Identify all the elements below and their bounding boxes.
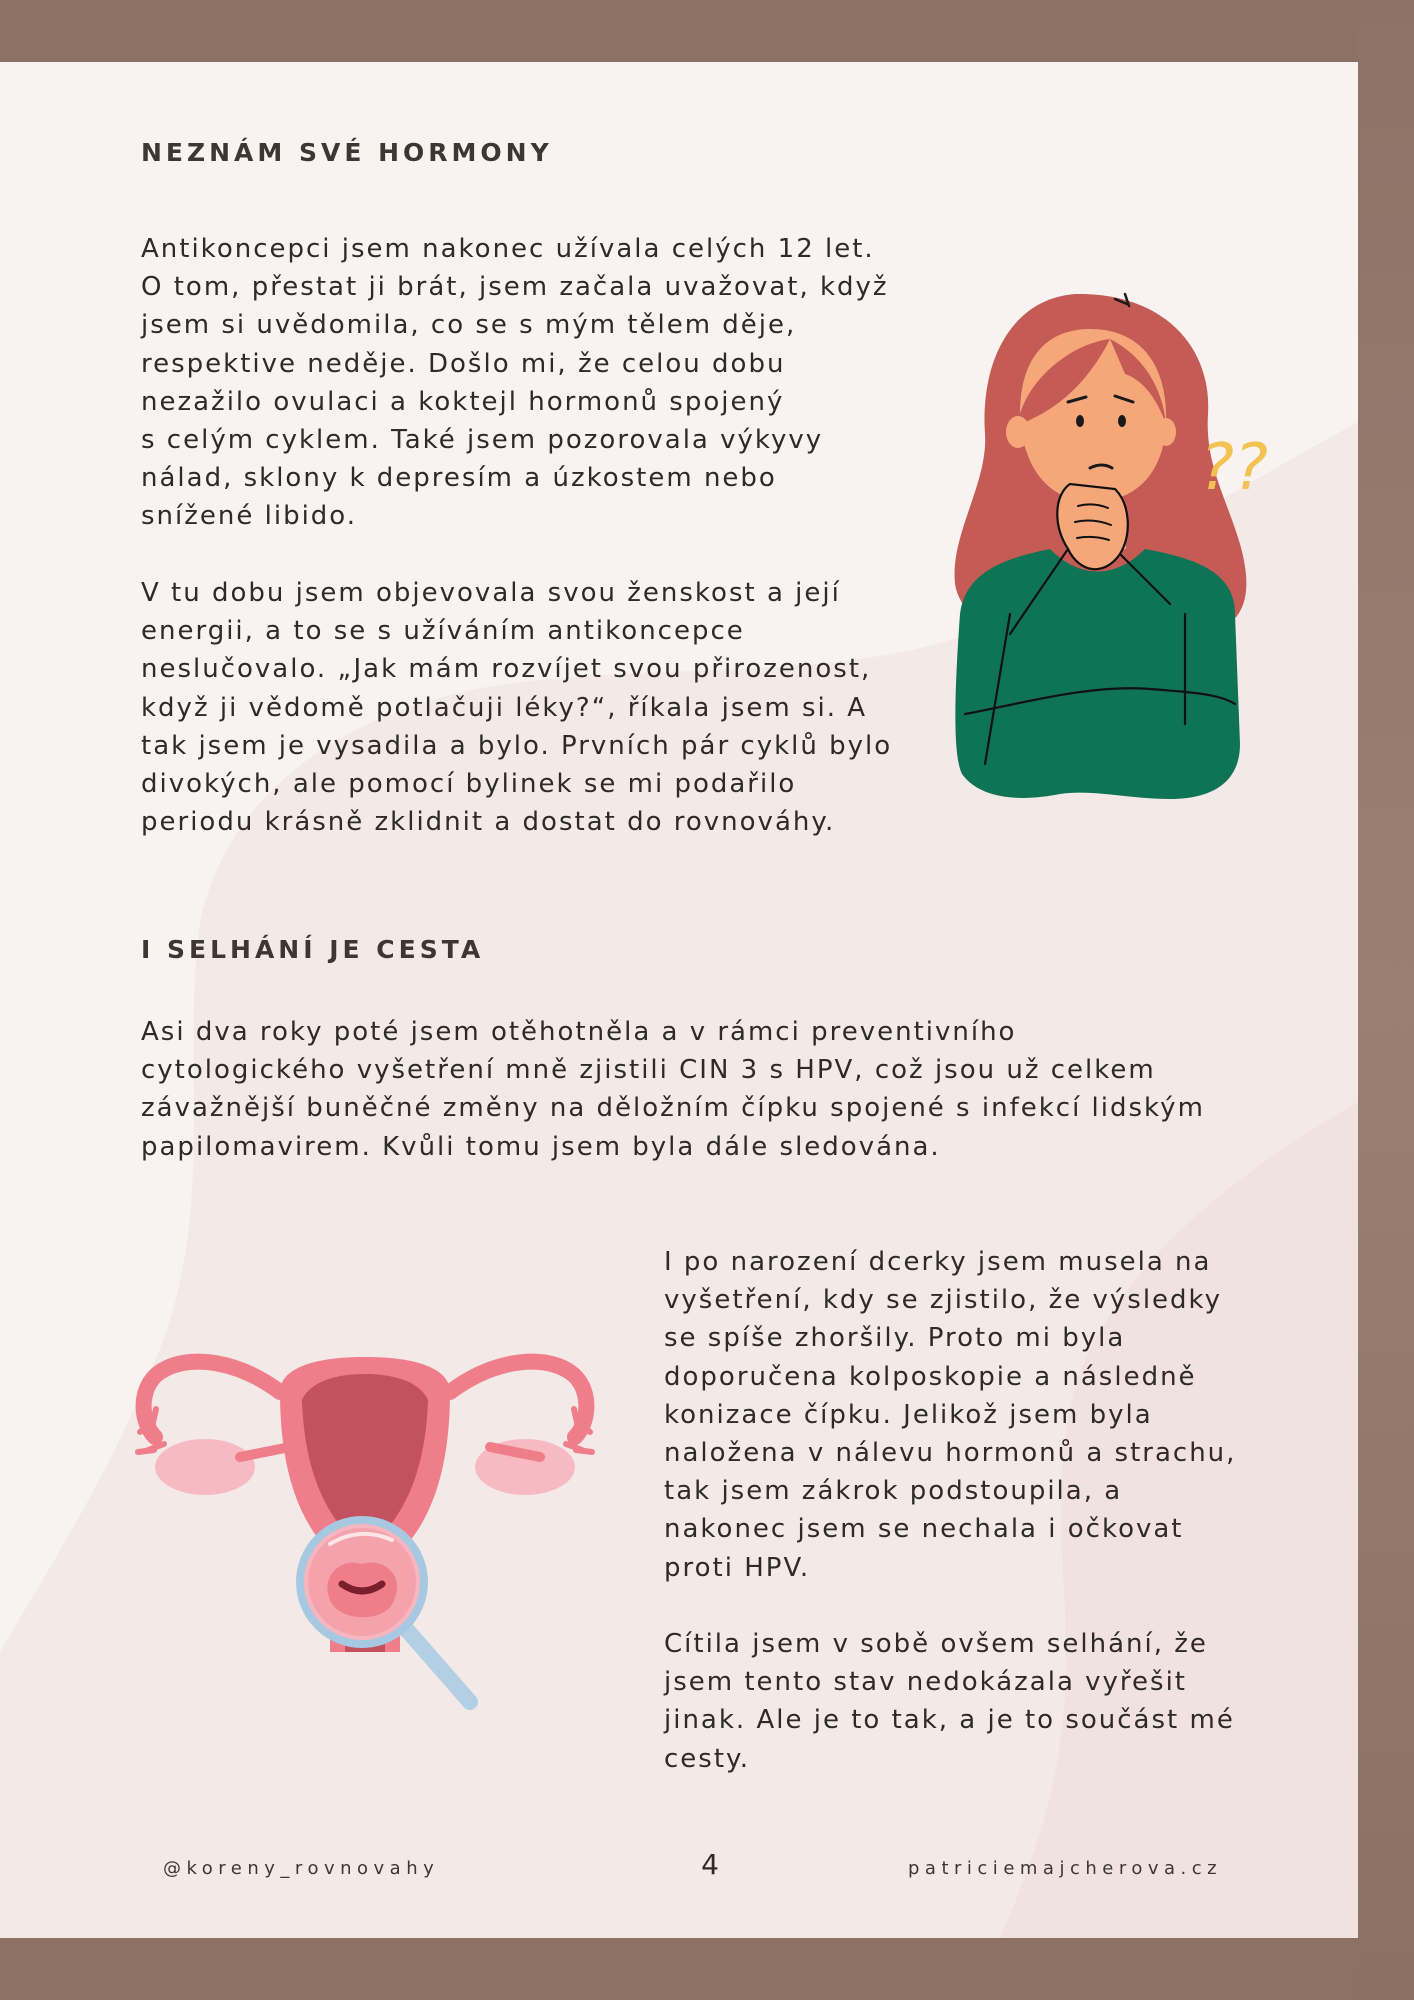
page-frame-right: [1358, 0, 1414, 2000]
ear-right: [1156, 418, 1176, 446]
ear-left: [1006, 416, 1030, 448]
uterus-magnifier-illustration: [130, 1332, 600, 1772]
footer-website: patriciemajcherova.cz: [908, 1858, 1223, 1879]
sweater-shape: [955, 549, 1240, 799]
paragraph-femininity: V tu dobu jsem objevovala svou ženskost a její energii, a to se s užíváním antikoncepce neslučovalo. „Jak mám rozvíjet svou přirozenost, když ji vědomě potlačuji léky?“, říkala jsem si. A tak jsem je vysadila a bylo. Prvních pár cyklů bylo divokých, ale pomocí bylinek se mi podařilo periodu krásně zklidnit a dostat do rovnováhy.: [141, 578, 893, 838]
thinking-woman-illustration: [940, 284, 1280, 814]
paragraph-contraception: Antikoncepci jsem nakonec užívala celých 12 let. O tom, přestat ji brát, jsem začala uvažovat, když jsem si uvědomila, co se s mým tělem děje, respektive neděje. Došlo mi, že celou dobu nezažilo ovulaci a koktejl hormonů spojený s celým cyklem. Také jsem pozorovala výkyvy nálad, sklony k depresím a úzkostem nebo snížené libido.: [141, 234, 889, 532]
paragraph-conization: I po narození dcerky jsem musela na vyšetření, kdy se zjistilo, že výsledky se spíše zhoršily. Proto mi byla doporučena kolposkopie a následně konizace čípku. Jelikož jsem byla naložena v nálevu hormonů a strachu, tak jsem zákrok podstoupila, a nakonec jsem se nechala i očkovat proti HPV.: [664, 1247, 1237, 1583]
document-page: [0, 62, 1358, 1938]
paragraph-failure-feeling: Cítila jsem v sobě ovšem selhání, že jsem tento stav nedokázala vyřešit jinak. Ale je to tak, a je to součást mé cesty.: [664, 1629, 1235, 1774]
eye-left: [1076, 415, 1084, 427]
page-number: 4: [701, 1848, 719, 1881]
footer-instagram-handle: @koreny_rovnovahy: [163, 1858, 440, 1879]
heading-failure: I SELHÁNÍ JE CESTA: [141, 935, 485, 964]
fallopian-tube-right: [450, 1362, 586, 1437]
question-marks-icon: ??: [1200, 431, 1268, 505]
magnifier-handle: [400, 1622, 470, 1702]
ovary-left: [155, 1439, 255, 1495]
heading-hormones: NEZNÁM SVÉ HORMONY: [141, 138, 553, 167]
paragraph-pregnancy: Asi dva roky poté jsem otěhotněla a v rámci preventivního cytologického vyšetření mně zjistili CIN 3 s HPV, což jsou už celkem závažnější buněčné změny na děložním čípku spojené s infekcí lidským papilomavirem. Kvůli tomu jsem byla dále sledována.: [141, 1017, 1205, 1162]
fallopian-tube-left: [144, 1362, 280, 1437]
eye-right: [1118, 415, 1126, 427]
